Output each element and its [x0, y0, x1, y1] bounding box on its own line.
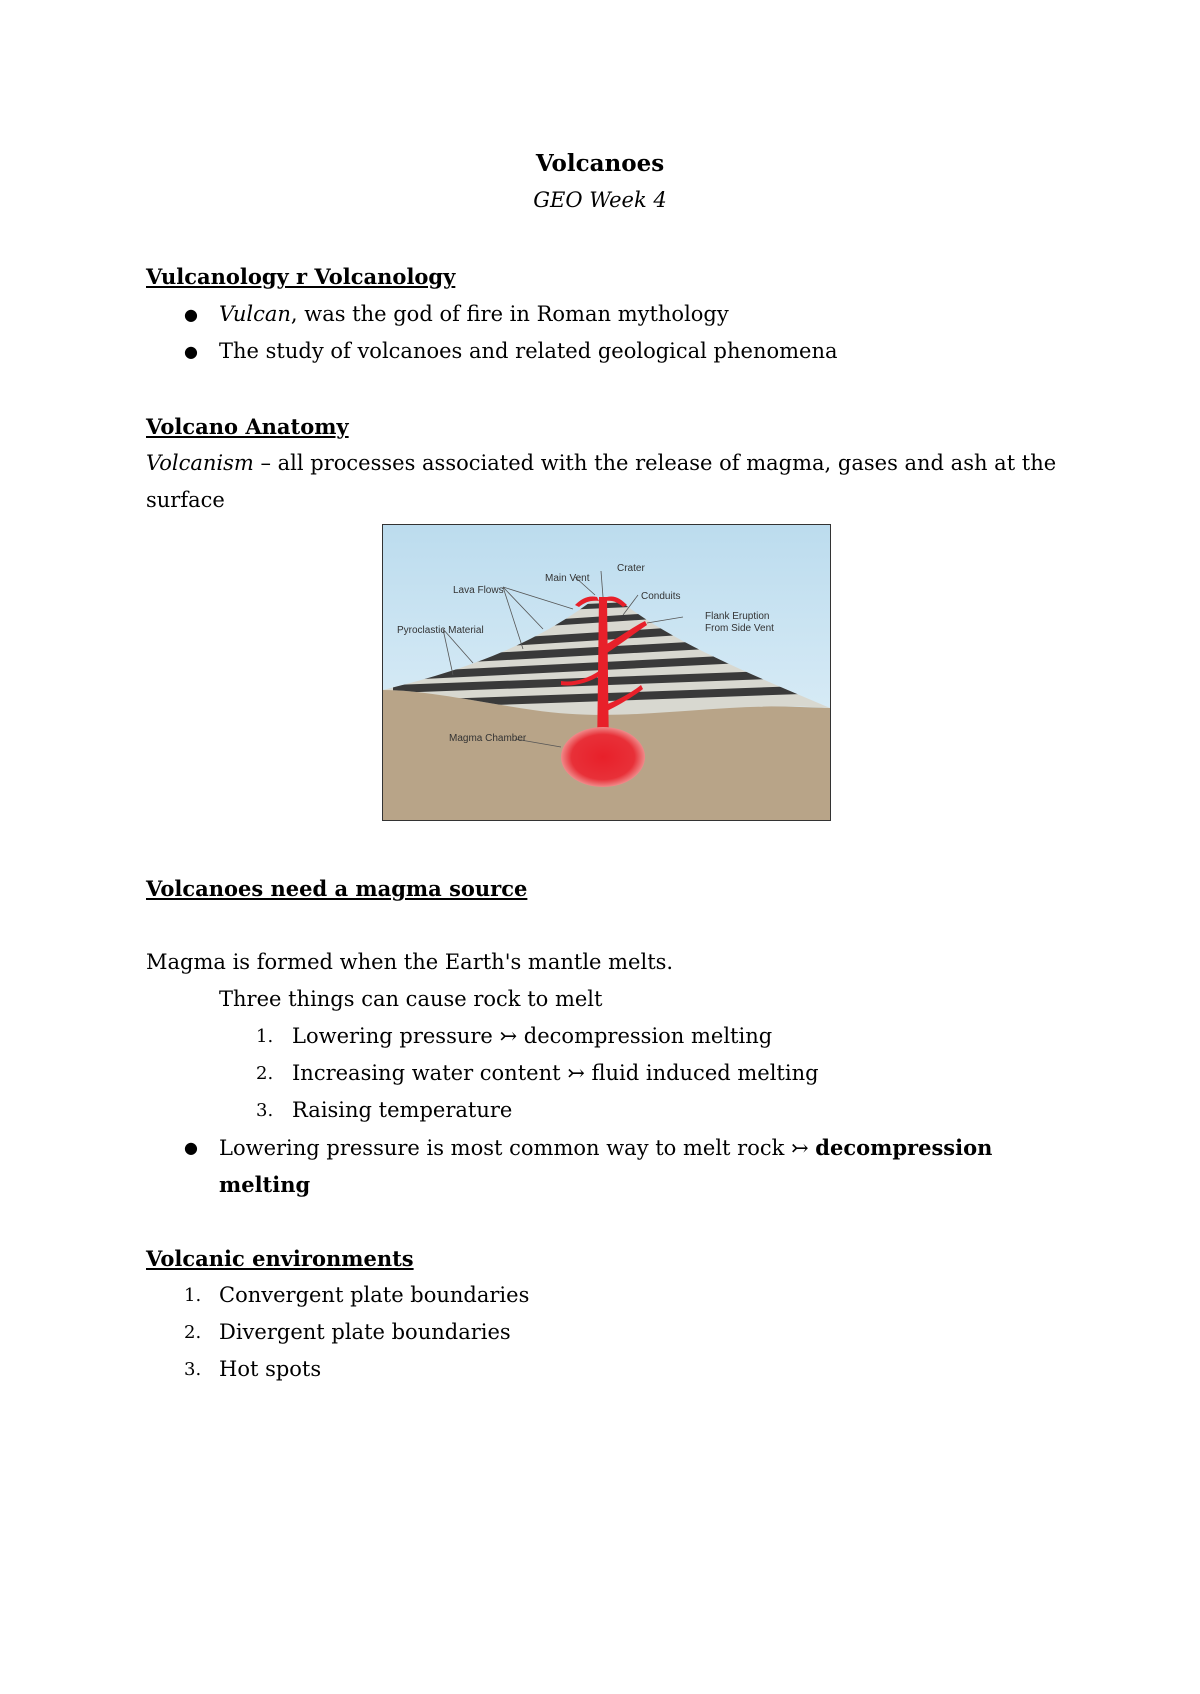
list-item	[219, 1129, 1059, 1167]
volcano-diagram	[382, 524, 831, 821]
list-item	[219, 296, 729, 333]
list-number: 3.	[256, 1100, 274, 1121]
definition-text: – all processes associated with the release of magma, gases and ash at the	[253, 451, 1057, 475]
list-item: Lowering pressure ↣ decompression melting	[292, 1024, 773, 1048]
page-subtitle: GEO Week 4	[533, 188, 667, 212]
list-item: Hot spots	[219, 1357, 322, 1381]
section-heading-anatomy: Volcano Anatomy	[146, 414, 349, 439]
section-heading-vulcanology: Vulcanology r Volcanology	[146, 264, 456, 289]
list-number: 3.	[184, 1359, 202, 1380]
definition-continuation: surface	[146, 488, 225, 512]
list-item-text: , was the god of fire in Roman mythology	[290, 302, 729, 326]
list-number: 2.	[184, 1322, 202, 1343]
list-item: Raising temperature	[292, 1098, 513, 1122]
label-lava-flows: Lava Flows	[453, 585, 504, 596]
list-number: 1.	[184, 1285, 202, 1306]
sub-paragraph: Three things can cause rock to melt	[219, 987, 603, 1011]
list-item-continuation	[219, 1166, 310, 1204]
list-item: The study of volcanoes and related geological phenomena	[219, 339, 838, 363]
label-flank-eruption: Flank Eruption	[705, 611, 770, 622]
label-magma-chamber: Magma Chamber	[449, 733, 527, 744]
magma-chamber	[561, 727, 645, 787]
list-item: Divergent plate boundaries	[219, 1320, 511, 1344]
bullet-icon: ●	[184, 342, 198, 361]
list-item: Increasing water content ↣ fluid induced melting	[292, 1061, 819, 1085]
label-flank-eruption-2: From Side Vent	[705, 623, 774, 634]
bullet-icon: ●	[184, 305, 198, 324]
list-item-text: Lowering pressure is most common way to melt rock ↣	[219, 1136, 816, 1160]
page-title: Volcanoes	[535, 150, 665, 177]
label-pyroclastic: Pyroclastic Material	[397, 625, 484, 636]
bold-term-cont: melting	[219, 1172, 311, 1197]
list-number: 2.	[256, 1063, 274, 1084]
bold-term: decompression	[815, 1135, 993, 1160]
label-conduits: Conduits	[641, 591, 681, 602]
label-crater: Crater	[617, 563, 645, 574]
list-number: 1.	[256, 1026, 274, 1047]
label-main-vent: Main Vent	[545, 573, 590, 584]
section-heading-environments: Volcanic environments	[146, 1246, 414, 1271]
definition-line	[146, 445, 1066, 482]
bullet-icon: ●	[184, 1138, 198, 1157]
paragraph: Magma is formed when the Earth's mantle melts.	[146, 950, 674, 974]
list-item: Convergent plate boundaries	[219, 1283, 530, 1307]
emphasis-term: Vulcan	[219, 302, 291, 326]
definition-term: Volcanism	[146, 451, 254, 475]
section-heading-magma-source: Volcanoes need a magma source	[146, 876, 528, 901]
volcano-diagram-svg	[383, 525, 830, 820]
